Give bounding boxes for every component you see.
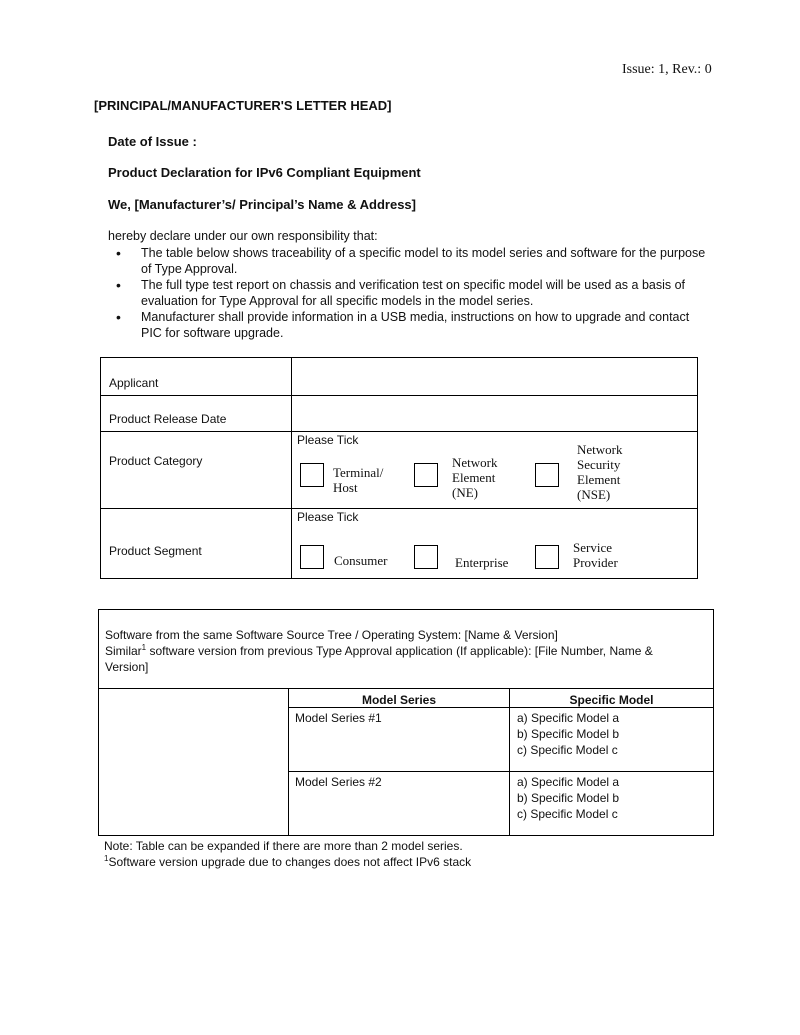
- model-series-header: Model Series: [361, 693, 437, 707]
- option-text: Network: [452, 455, 498, 470]
- footnote-marker: 1: [104, 854, 109, 863]
- manufacturer-name-line: We, [Manufacturer’s/ Principal’s Name & Address]: [108, 197, 416, 212]
- option-text: (NSE): [577, 487, 611, 502]
- specific-model: b) Specific Model b: [517, 791, 620, 805]
- specific-model: a) Specific Model a: [517, 711, 620, 725]
- enterprise-option: Enterprise: [455, 555, 509, 570]
- option-text: Security: [577, 457, 621, 472]
- specific-model: c) Specific Model c: [517, 807, 618, 821]
- service-provider-option: [573, 540, 618, 570]
- terminal-host-option: [333, 465, 383, 495]
- option-text: Network: [577, 442, 623, 457]
- table-divider: [288, 707, 713, 708]
- network-security-element-checkbox[interactable]: [535, 463, 559, 487]
- declaration-title: Product Declaration for IPv6 Compliant Equipment: [108, 165, 421, 180]
- release-date-label: Product Release Date: [109, 412, 227, 426]
- expand-note: Note: Table can be expanded if there are more than 2 model series.: [104, 839, 463, 853]
- product-info-table: [100, 357, 698, 579]
- network-element-option: [452, 455, 498, 500]
- declaration-intro: hereby declare under our own responsibility that:: [108, 229, 378, 243]
- segment-please-tick: Please Tick: [297, 510, 359, 524]
- bullet-item: • Manufacturer shall provide information in a USB media, instructions on how to upgrade and contact PIC for software upgrade.: [108, 309, 706, 341]
- product-segment-label: Product Segment: [109, 544, 202, 558]
- letterhead-placeholder: [PRINCIPAL/MANUFACTURER'S LETTER HEAD]: [94, 98, 392, 113]
- footnote: [104, 854, 471, 870]
- bullet-item: • The full type test report on chassis and verification test on specific model will be used as a basis of evaluation for Type Approval for all specific models in the model series.: [108, 277, 706, 309]
- specific-model-header: Specific Model: [569, 693, 654, 707]
- specific-model: b) Specific Model b: [517, 727, 620, 741]
- software-info: [105, 627, 705, 675]
- applicant-label: Applicant: [109, 376, 159, 390]
- similar-software-line: [105, 643, 705, 659]
- option-text: Service: [573, 540, 612, 555]
- table-divider: [99, 688, 713, 689]
- option-text: Provider: [573, 555, 618, 570]
- option-text: Host: [333, 480, 358, 495]
- declaration-bullets: [108, 245, 706, 341]
- specific-model: c) Specific Model c: [517, 743, 618, 757]
- network-security-element-option: [577, 442, 623, 502]
- table-divider: [101, 395, 697, 396]
- bullet-item: • The table below shows traceability of a specific model to its model series and software for the purpose of Type Approval.: [108, 245, 706, 277]
- similar-software-line-cont: Version]: [105, 660, 149, 674]
- table-notes: [104, 838, 471, 870]
- table-divider: [101, 508, 697, 509]
- table-divider: [288, 688, 289, 835]
- service-provider-checkbox[interactable]: [535, 545, 559, 569]
- software-traceability-table: [98, 609, 714, 836]
- issue-revision: Issue: 1, Rev.: 0: [622, 62, 712, 77]
- terminal-host-checkbox[interactable]: [300, 463, 324, 487]
- network-element-checkbox[interactable]: [414, 463, 438, 487]
- specific-models-1: [517, 710, 619, 758]
- specific-model: a) Specific Model a: [517, 775, 620, 789]
- table-divider: [288, 771, 713, 772]
- software-source-tree-line: Software from the same Software Source Tree / Operating System: [Name & Version]: [105, 628, 558, 642]
- similar-text: Similar: [105, 644, 142, 658]
- category-please-tick: Please Tick: [297, 433, 359, 447]
- model-series-1: Model Series #1: [295, 711, 382, 725]
- model-series-2: Model Series #2: [295, 775, 382, 789]
- table-divider: [101, 431, 697, 432]
- enterprise-checkbox[interactable]: [414, 545, 438, 569]
- option-text: (NE): [452, 485, 478, 500]
- date-of-issue: Date of Issue :: [108, 134, 197, 149]
- specific-models-2: [517, 774, 619, 822]
- option-text: Element: [452, 470, 496, 485]
- option-text: Terminal/: [333, 465, 384, 480]
- product-category-label: Product Category: [109, 454, 203, 468]
- similar-rest-text: software version from previous Type Approval application (If applicable): [File Number, Name &: [146, 644, 653, 658]
- option-text: Element: [577, 472, 621, 487]
- footnote-ref: 1: [141, 643, 147, 652]
- table-divider: [291, 358, 292, 578]
- consumer-option: Consumer: [334, 553, 388, 568]
- footnote-text: Software version upgrade due to changes does not affect IPv6 stack: [108, 855, 472, 869]
- consumer-checkbox[interactable]: [300, 545, 324, 569]
- table-divider: [509, 688, 510, 835]
